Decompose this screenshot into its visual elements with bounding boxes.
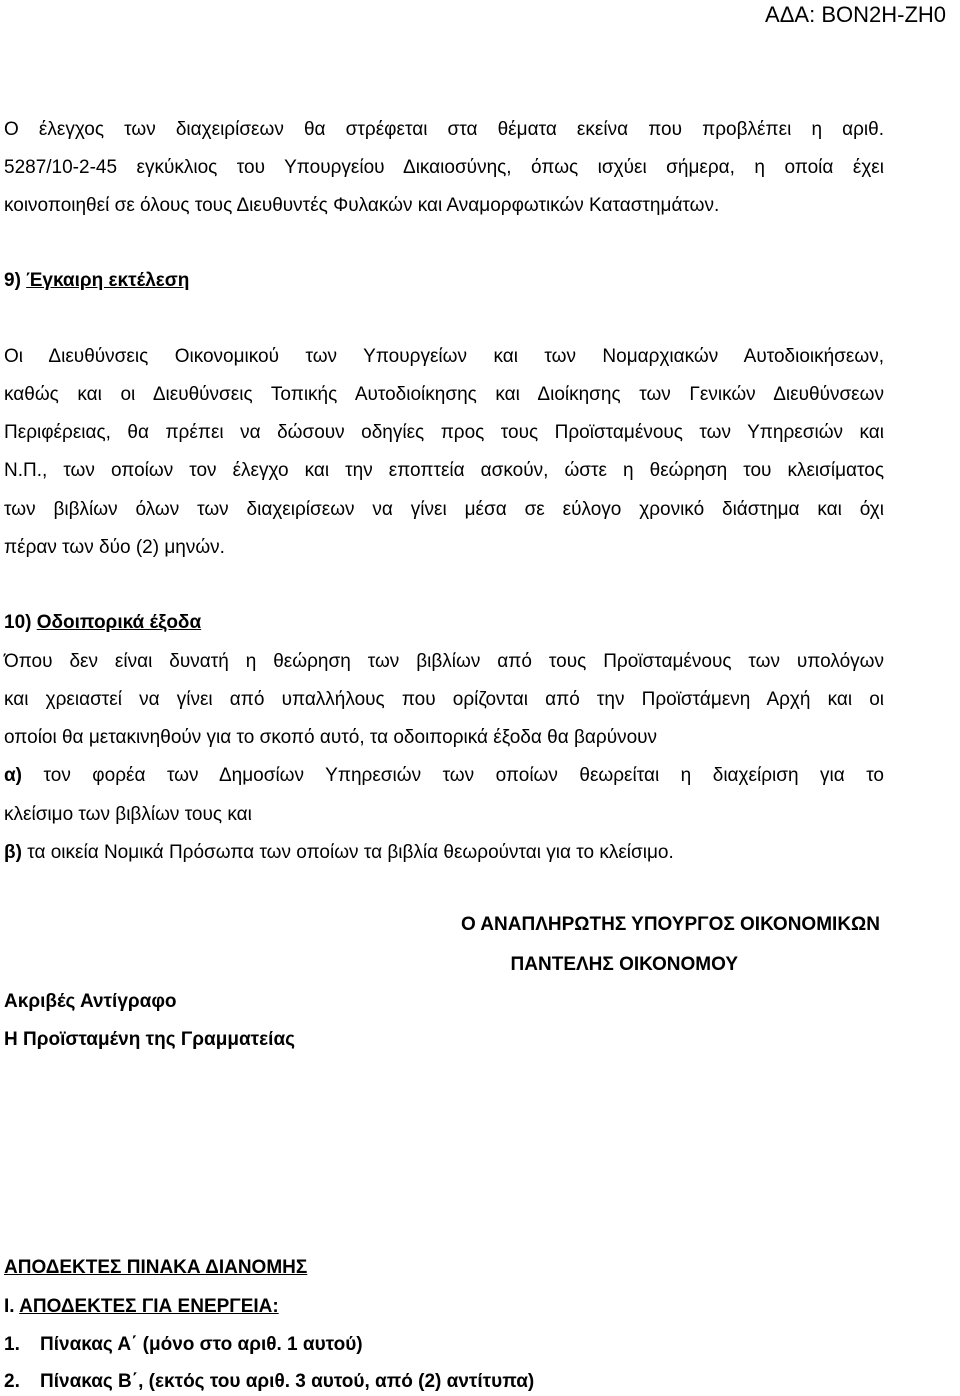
para1-line3: κοινοποιηθεί σε όλους τους Διευθυντές Φυλακών και Αναμορφωτικών Καταστημάτων.	[4, 195, 720, 216]
certified-copy: Ακριβές Αντίγραφο	[4, 991, 177, 1012]
section9-line3: Περιφέρειας, θα πρέπει να δώσουν οδηγίες προς τους Προϊσταμένους των Υπηρεσιών και	[4, 422, 884, 443]
section10-item-a-cont: κλείσιμο των βιβλίων τους και	[4, 804, 252, 825]
certified-by: Η Προϊσταμένη της Γραμματείας	[4, 1029, 296, 1050]
ada-code: ΑΔΑ: ΒΟΝ2Η-ΖΗ0	[765, 2, 946, 27]
distribution-item	[4, 1371, 534, 1393]
section9-heading: 9) Έγκαιρη εκτέλεση	[4, 270, 190, 291]
section10-line1: Όπου δεν είναι δυνατή η θεώρηση των βιβλίων από τους Προϊσταμένους των υπολόγων	[4, 651, 884, 672]
distribution-item-text: Πίνακας Β΄, (εκτός του αριθ. 3 αυτού, από (2) αντίτυπα)	[40, 1371, 535, 1392]
distribution-heading: ΑΠΟΔΕΚΤΕΣ ΠΙΝΑΚΑ ΔΙΑΝΟΜΗΣ	[4, 1257, 308, 1278]
section9-line5: των βιβλίων όλων των διαχειρίσεων να γίνει μέσα σε εύλογο χρονικό διάστημα και όχι	[4, 499, 884, 520]
distribution-item	[4, 1334, 363, 1356]
item-b-text: τα οικεία Νομικά Πρόσωπα των οποίων τα βιβλία θεωρούνται για το κλείσιμο.	[27, 842, 674, 863]
item-a-label: α)	[4, 765, 23, 786]
section10-item-a	[4, 757, 884, 795]
distribution-item-num: 2.	[4, 1371, 20, 1392]
para1-line1: Ο έλεγχος των διαχειρίσεων θα στρέφεται στα θέματα εκείνα που προβλέπει η αριθ.	[4, 119, 884, 140]
section10-line3: οποίοι θα μετακινηθούν για το σκοπό αυτό, τα οδοιπορικά έξοδα θα βαρύνουν	[4, 727, 658, 748]
section9-line6: πέραν των δύο (2) μηνών.	[4, 537, 225, 558]
distribution-subheading-text: Ι. ΑΠΟΔΕΚΤΕΣ ΓΙΑ ΕΝΕΡΓΕΙΑ:	[4, 1296, 279, 1317]
section9-line2: καθώς και οι Διευθύνσεις Τοπικής Αυτοδιοίκησης και Διοίκησης των Γενικών Διευθύνσεων	[4, 384, 884, 405]
distribution-subheading	[4, 1296, 279, 1318]
item-b-label: β)	[4, 842, 22, 863]
signature-title: Ο ΑΝΑΠΛΗΡΩΤΗΣ ΥΠΟΥΡΓΟΣ ΟΙΚΟΝΟΜΙΚΩΝ	[460, 914, 880, 935]
section10-line2: και χρειαστεί να γίνει από υπαλλήλους που ορίζονται από την Προϊστάμενη Αρχή και οι	[4, 689, 884, 710]
section9-line4: Ν.Π., των οποίων τον έλεγχο και την εποπτεία ασκούν, ώστε η θεώρηση του κλεισίματος	[4, 460, 884, 481]
section10-item-b	[4, 834, 674, 872]
section9-line1: Οι Διευθύνσεις Οικονομικού των Υπουργείων και των Νομαρχιακών Αυτοδιοικήσεων,	[4, 346, 884, 367]
para1-line2: 5287/10-2-45 εγκύκλιος του Υπουργείου Δικαιοσύνης, όπως ισχύει σήμερα, η οποία έχει	[4, 157, 884, 178]
signature-name: ΠΑΝΤΕΛΗΣ ΟΙΚΟΝΟΜΟΥ	[510, 954, 738, 975]
item-a-text: τον φορέα των Δημοσίων Υπηρεσιών των οποίων θεωρείται η διαχείριση για το	[43, 765, 885, 786]
distribution-item-num: 1.	[4, 1334, 20, 1355]
section10-heading: 10) Οδοιπορικά έξοδα	[4, 612, 202, 633]
distribution-item-text: Πίνακας Α΄ (μόνο στο αριθ. 1 αυτού)	[40, 1334, 363, 1355]
